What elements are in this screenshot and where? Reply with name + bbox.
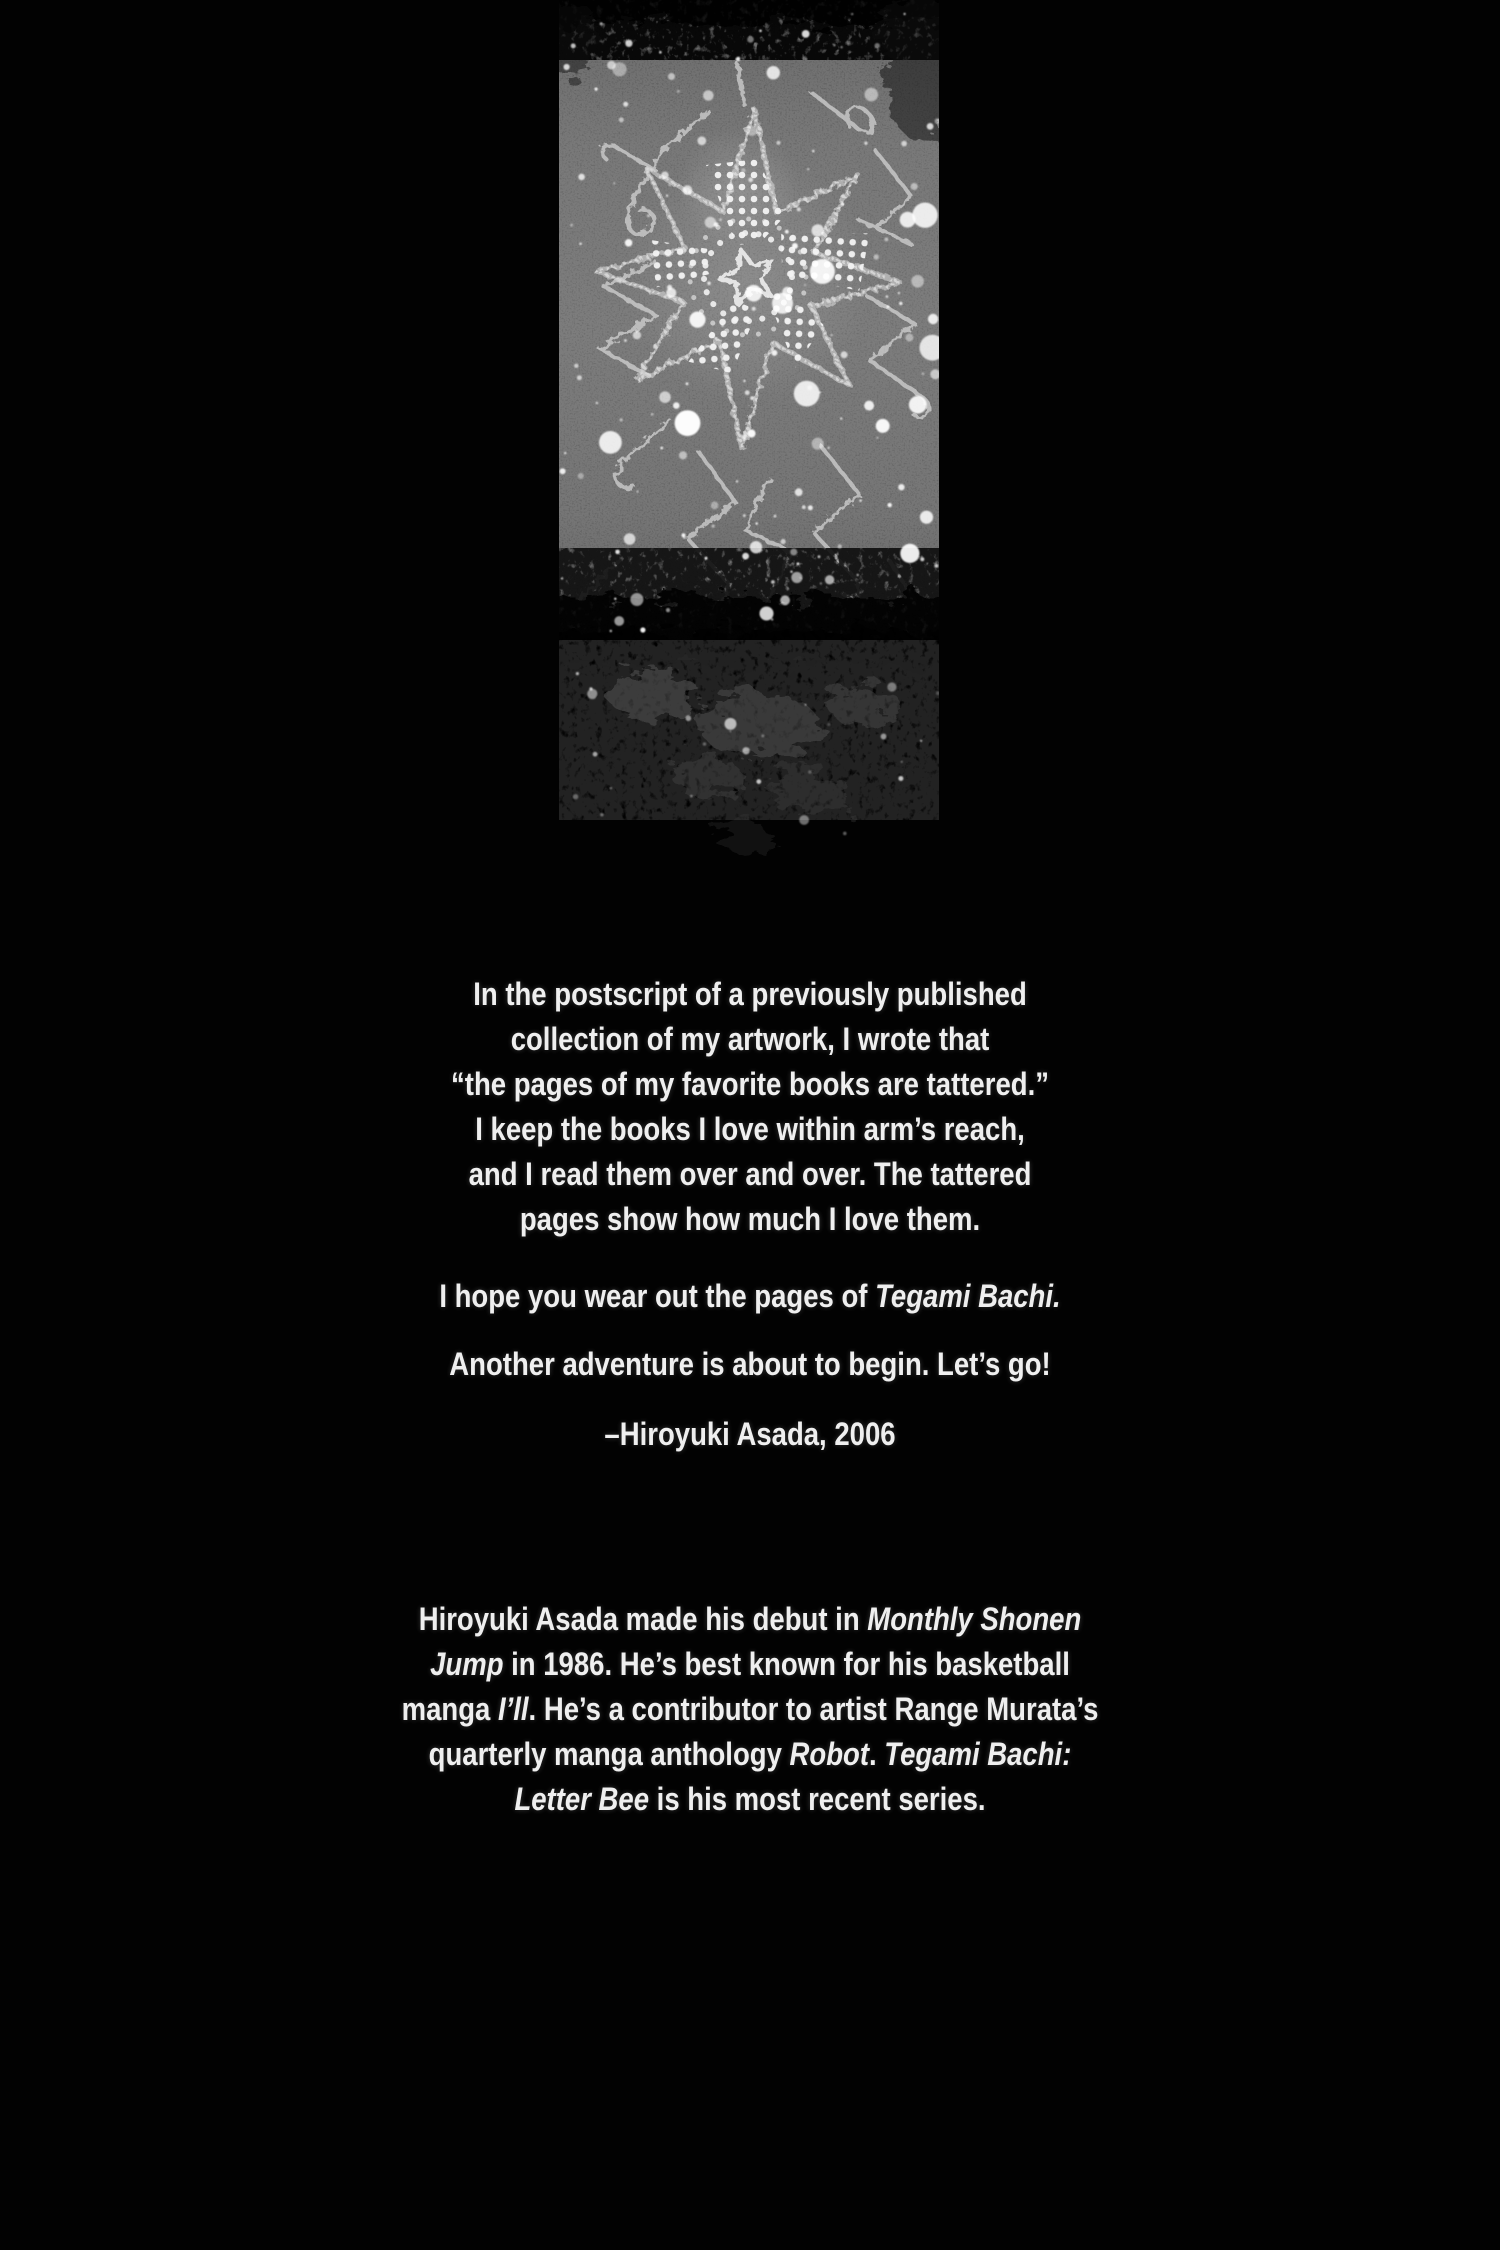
text-line [105,1274,1395,1319]
ink-dot [736,480,738,482]
ink-dot [748,177,753,182]
ink-dot [920,511,933,524]
text-run: “the pages of my favorite books are tattered.” [451,1066,1049,1102]
ink-dot [707,282,711,286]
text-line [105,1412,1395,1457]
ink-dot [888,503,892,507]
ink-dot [874,254,879,259]
ink-dot [901,141,907,147]
ink-dot [903,13,905,15]
ink-dot [587,689,597,699]
ink-dot [911,183,918,190]
ink-dot [771,618,773,620]
ink-dot [922,372,925,375]
ink-dot [885,238,889,242]
text-line [105,972,1395,1017]
ink-dot [747,36,754,43]
text-run: collection of my artwork, I wrote that [510,1021,990,1057]
ink-dot [564,64,570,70]
text-run: and I read them over and over. The tattered [468,1156,1032,1192]
ink-dot [561,577,563,579]
ink-dot [610,787,612,789]
ink-dot [614,598,616,600]
ink-dot [599,431,622,454]
ink-dot [887,682,896,691]
ink-dot [752,307,756,311]
ink-dot [807,168,809,170]
ink-dot [712,525,715,528]
text-line [105,1732,1395,1777]
text-run: Letter Bee [514,1781,650,1817]
ink-dot [771,350,777,356]
ink-dot [812,224,825,237]
ink-dot [792,243,798,249]
ink-dot [865,88,879,102]
ink-dot [736,57,740,61]
ink-dot [900,544,919,563]
ink-dot [750,541,762,553]
hope-sentence [105,1274,1395,1319]
ink-dot [682,533,686,537]
ink-dot [780,539,785,544]
text-run: manga [401,1691,498,1727]
ink-dot [574,364,578,368]
ink-dot [636,490,639,493]
ink-dot [705,557,708,560]
ink-dot [840,417,842,419]
ink-dot [927,123,934,130]
ink-dot [711,502,719,510]
ink-dot [743,514,746,517]
ink-dot [633,331,641,339]
ink-dot [594,87,597,90]
ink-dot [901,761,903,763]
ink-dot [725,718,737,730]
ink-dot [843,832,847,836]
ink-dot [625,40,632,47]
ink-dot [600,22,603,25]
ink-dot [578,473,584,479]
ink-dot [571,43,576,48]
ink-dot [683,185,693,195]
ink-dot [905,334,913,342]
ink-dot [802,505,806,509]
text-run: I keep the books I love within arm’s reach, [475,1111,1025,1147]
ink-dot [875,43,880,48]
ink-dot [876,437,878,439]
ink-dot [795,488,803,496]
fade-clouds [559,640,939,852]
ink-dot [830,334,832,336]
ink-dot [820,582,822,584]
ink-dot [767,66,780,79]
ink-dot [785,230,789,234]
ink-dot [805,704,807,706]
ink-dot [804,284,806,286]
ink-dot [802,30,810,38]
ink-dot [685,715,691,721]
ink-dot [898,776,903,781]
ink-dot [887,305,890,308]
ink-dot [841,203,844,206]
ink-dot [812,438,824,450]
ink-dot [714,222,719,227]
ink-dot [898,484,904,490]
ink-dot [745,390,750,395]
ink-dot [864,401,874,411]
ink-dot [689,312,705,328]
text-run: Tegami Bachi: [884,1736,1072,1772]
ink-dot [810,259,835,284]
ink-dot [790,549,797,556]
ink-dot [721,324,723,326]
postcard-illustration [559,0,939,880]
ink-dot [909,396,927,414]
ink-dot [593,752,598,757]
ink-dot [833,44,835,46]
text-line [105,1107,1395,1152]
ink-dot [750,396,754,400]
text-run: . [868,1736,885,1772]
ink-dot [876,419,890,433]
ink-dot [920,557,924,561]
ink-dot [620,418,623,421]
ink-dot [756,522,758,524]
text-run: Another adventure is about to begin. Let’s go! [449,1346,1051,1382]
ink-dot [668,183,671,186]
ink-dot [791,572,802,583]
ink-dot [838,544,842,548]
ink-dot [624,339,627,342]
ink-dot [666,608,670,612]
ink-dot [729,730,731,732]
ink-dot [619,117,624,122]
ink-dot [666,195,668,197]
ink-dot [747,429,755,437]
text-run: is his most recent series. [649,1781,986,1817]
ink-dot [743,380,745,382]
text-run: pages show how much I love them. [519,1201,981,1237]
ink-dot [630,593,643,606]
text-run: In the postscript of a previously published [473,976,1027,1012]
ink-dot [610,630,613,633]
ink-dot [573,794,578,799]
ink-dot [615,550,620,555]
ink-dot [808,770,812,774]
ink-dot [745,285,762,302]
ink-dot [576,672,579,675]
ink-dot [898,292,900,294]
ink-dot [742,434,747,439]
text-run: . He’s a contributor to artist Range Murata’s [528,1691,1099,1727]
ink-dot [660,447,663,450]
ink-dot [690,795,693,798]
ink-dot [827,723,830,726]
ink-dot [825,575,834,584]
ink-dot [625,239,633,247]
ink-dot [667,285,672,290]
ink-dot [742,553,749,560]
text-run: –Hiroyuki Asada, 2006 [604,1416,896,1452]
ink-dot [675,410,701,436]
ink-dot [859,499,862,502]
text-line [105,1017,1395,1062]
ink-dot [578,174,585,181]
ink-dot [759,30,762,33]
ink-dot [741,168,745,172]
ink-dot [886,295,889,298]
ink-dot [790,571,792,573]
ink-dot [659,391,671,403]
ink-dot [668,73,675,80]
ink-dot [812,150,815,153]
ink-dot [703,90,714,101]
ink-dot [570,224,573,227]
ink-dot [758,122,760,124]
ink-dot [827,447,830,450]
ink-dot [624,533,636,545]
ink-dot [920,740,922,742]
ink-dot [857,574,859,576]
ink-dot [761,734,764,737]
ink-dot [596,402,599,405]
ink-dot [647,214,650,217]
ink-dot [797,562,800,565]
ink-dot [679,451,687,459]
text-run: Jump [430,1646,504,1682]
ink-dot [881,734,887,740]
ink-dot [747,126,757,136]
text-line [105,1642,1395,1687]
ink-dot [808,505,813,510]
ink-dot [651,413,654,416]
ink-dot [614,616,624,626]
ink-dot [612,62,626,76]
ink-dot [659,51,662,54]
ink-dot [797,207,801,211]
text-line [105,1777,1395,1822]
ink-dot [623,102,628,107]
ink-dot [661,172,669,180]
text-run: Monthly Shonen [867,1601,1082,1637]
ink-dot [760,607,774,621]
author-bio [105,1597,1395,1822]
ink-dot [799,815,809,825]
author-signature [105,1412,1395,1457]
text-line [105,1197,1395,1242]
ink-dot [756,779,761,784]
adventure-sentence [105,1342,1395,1387]
ink-dot [577,375,582,380]
text-run: I’ll [497,1691,529,1727]
ink-dot [703,742,707,746]
ink-dot [705,217,716,228]
text-line [105,1062,1395,1107]
text-run: quarterly manga anthology [428,1736,790,1772]
ink-dot [864,142,867,145]
ink-dot [771,580,775,584]
text-run: Hiroyuki Asada made his debut in [418,1601,868,1637]
ink-dot [911,275,924,288]
ink-dot [677,90,680,93]
ink-dot [912,203,937,228]
ink-dot [564,452,566,454]
ink-dot [774,515,777,518]
text-run: Robot [789,1736,869,1772]
ink-dot [640,627,645,632]
ink-dot [579,243,582,246]
illustration-canvas [559,0,939,880]
ink-dot [851,13,853,15]
text-run: Tegami Bachi. [875,1278,1061,1314]
text-run: in 1986. He’s best known for his basketball [503,1646,1070,1682]
ink-dot [719,218,722,221]
ink-dot [772,293,793,314]
ink-dot [613,182,615,184]
ink-dot [928,314,938,324]
text-line [105,1597,1395,1642]
ink-dot [935,564,939,568]
ink-dot [840,46,842,48]
ink-dot [697,136,706,145]
text-run: I hope you wear out the pages of [439,1278,876,1314]
postscript-paragraph [105,972,1395,1242]
ink-dot [776,141,780,145]
text-line [105,1687,1395,1732]
ink-dot [560,468,566,474]
ink-dot [794,381,820,407]
ink-dot [841,351,848,358]
text-line [105,1342,1395,1387]
ink-dot [742,747,749,754]
ink-dot [899,302,902,305]
ink-dot [818,555,821,558]
ink-dot [673,402,680,409]
ink-dot [780,595,790,605]
ink-dot [686,382,689,385]
text-line [105,1152,1395,1197]
ink-dot [600,813,603,816]
